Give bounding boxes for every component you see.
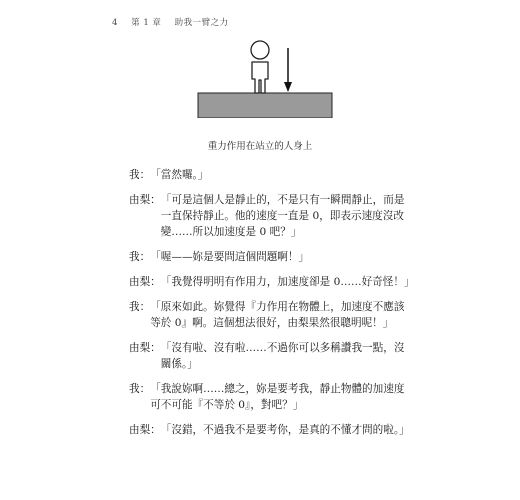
dialogue-line [129,381,413,413]
person-head [251,41,269,59]
dialogue-line [129,249,413,265]
speech-text: 「沒有啦、沒有啦……不過你可以多稱讚我一點，沒關係。」 [160,342,405,370]
speaker-name: 由梨： [129,342,161,354]
speech-text: 「沒錯，不過我不是要考你，是真的不懂才問的啦。」 [160,424,410,436]
person-body [252,62,268,93]
chapter-title: 助我一臂之力 [174,18,229,28]
gravity-figure [190,38,340,118]
dialogue-line [129,340,413,372]
speaker-name: 由梨： [129,194,161,206]
speaker-name: 我： [129,383,151,395]
dialogue-line [129,422,413,438]
speaker-name: 我： [129,301,151,313]
speech-text: 「可是這個人是靜止的，不是只有一瞬間靜止，而是一直保持靜止。他的速度一直是 0，即表示速度沒改變……所以加速度是 0 吧？」 [160,194,405,238]
running-header [112,16,239,28]
figure-caption: 重力作用在站立的人身上 [207,141,313,152]
speech-text: 「原來如此。妳覺得『力作用在物體上，加速度不應該等於 0』啊。這個想法很好，由梨果然很聰明呢！」 [150,301,405,329]
ground-block [198,93,332,118]
speech-text: 「我說妳啊……總之，妳是要考我，靜止物體的加速度可不可能『不等於 0』，對吧？」 [150,383,405,411]
speaker-name: 由梨： [129,276,161,288]
speaker-name: 我： [129,251,151,263]
page-number: 4 [112,18,118,28]
chapter-label: 第 1 章 [131,18,162,28]
speech-text: 「當然囉。」 [150,169,209,181]
gravity-arrow-head [284,82,292,92]
dialogue-line [129,274,413,290]
speech-text: 「我覺得明明有作用力，加速度卻是 0……好奇怪！」 [160,276,415,288]
dialogue [129,167,413,447]
standing-person-illustration [190,38,340,118]
dialogue-line [129,299,413,331]
speaker-name: 我： [129,169,151,181]
dialogue-line [129,167,413,183]
dialogue-line [129,192,413,240]
speaker-name: 由梨： [129,424,161,436]
speech-text: 「喔——妳是要問這個問題啊！」 [150,251,310,263]
